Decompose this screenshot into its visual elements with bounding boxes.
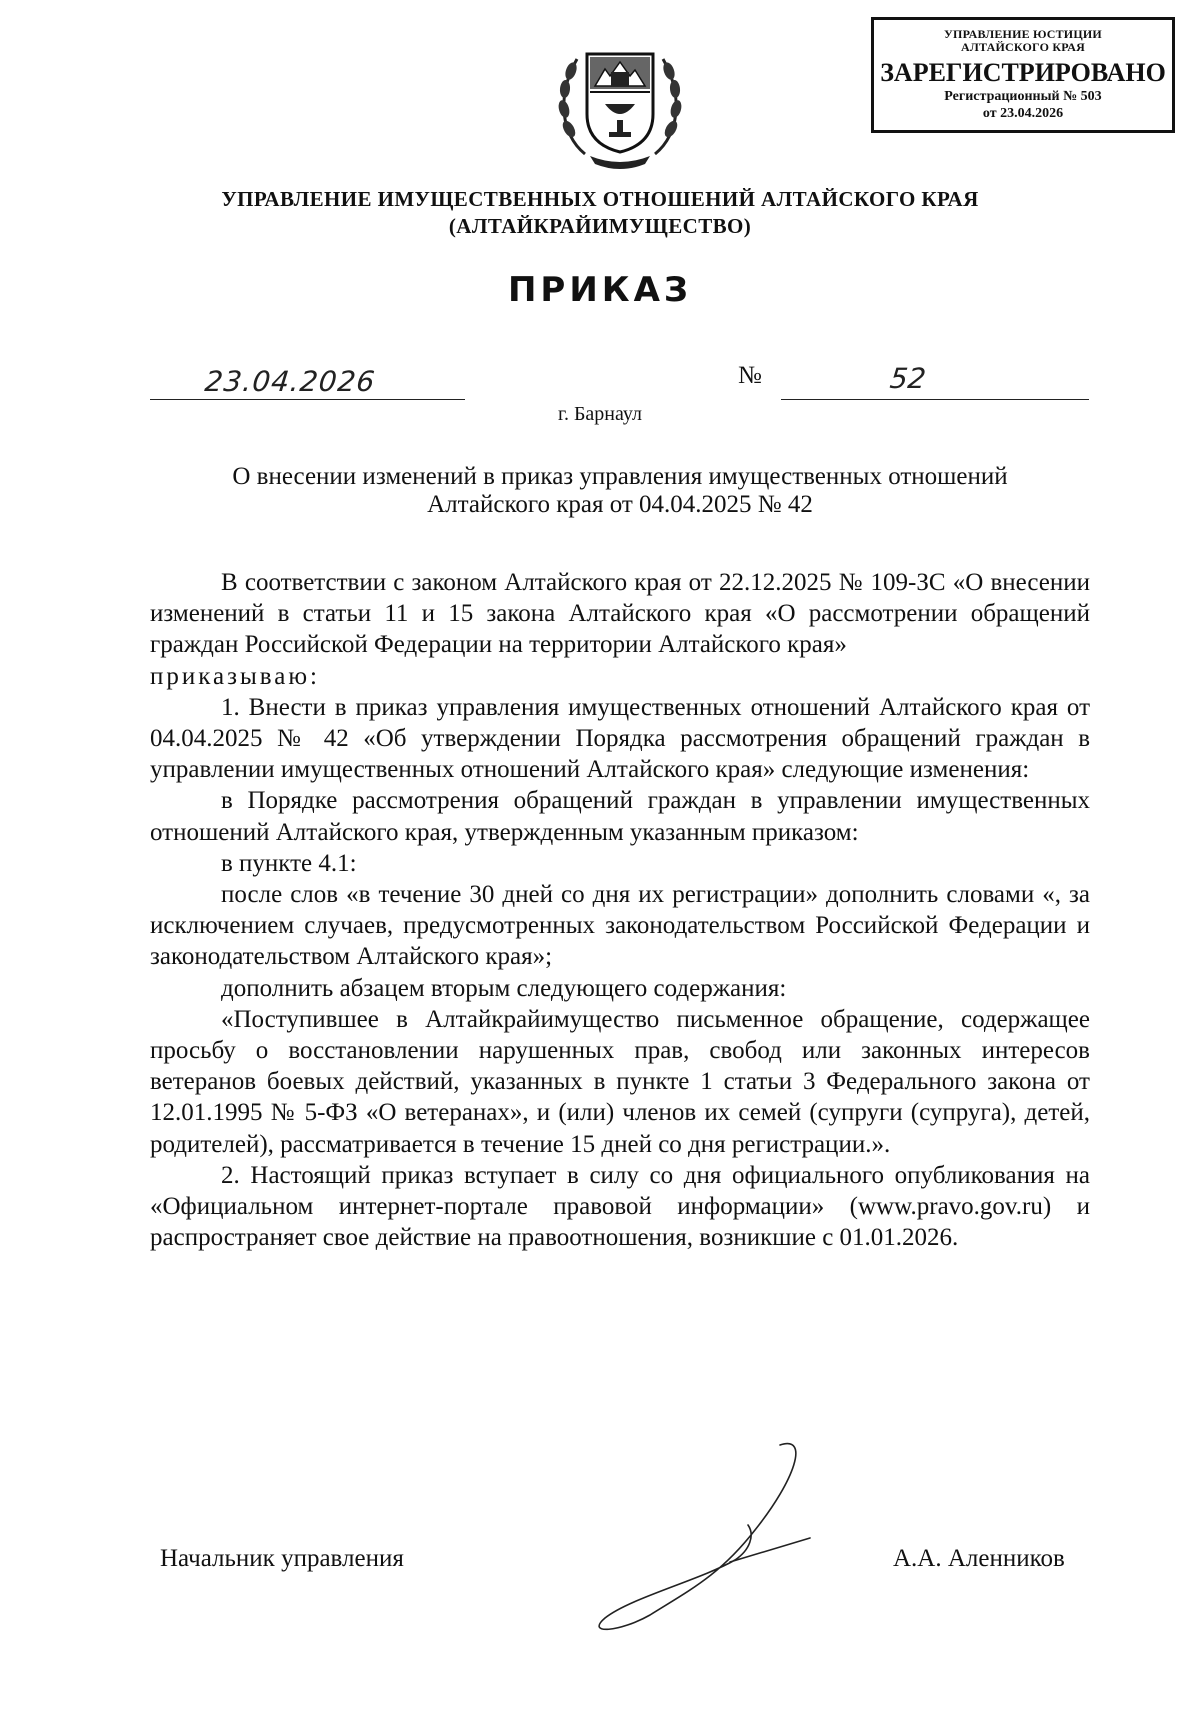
signer-name: А.А. Аленников: [893, 1545, 1065, 1572]
item-2-paragraph: 2. Настоящий приказ вступает в силу со дня официального опубликования на «Официальном интернет-портале правовой информации» (www.pravo.gov.ru) и распространяет свое действие на правоотношения, возникшие с 01.01.2026.: [150, 1161, 1090, 1252]
stamp-org-line2: АЛТАЙСКОГО КРАЯ: [961, 40, 1085, 54]
stamp-org: [874, 28, 1172, 54]
organization-short-name: (АЛТАЙКРАЙИМУЩЕСТВО): [448, 214, 752, 238]
date-underline: [150, 399, 465, 400]
order-body: [150, 567, 1090, 1253]
order-subject: [150, 463, 1090, 519]
order-number-handwritten: 52: [888, 362, 928, 395]
stamp-number: Регистрационный № 503: [944, 89, 1102, 104]
preamble-paragraph: В соответствии с законом Алтайского края от 22.12.2025 № 109-ЗС «О внесении изменений в статьи 11 и 15 закона Алтайского края «О рассмотрении обращений граждан Российской Федерации на территории Алтайского края»: [150, 569, 1090, 659]
number-sign: №: [738, 362, 762, 389]
handwritten-signature: [580, 1440, 870, 1640]
number-underline: [781, 399, 1089, 400]
stamp-date: от 23.04.2026: [982, 106, 1064, 121]
signer-position: Начальник управления: [160, 1545, 404, 1572]
order-verb: приказываю:: [150, 662, 320, 690]
stamp-org-line1: УПРАВЛЕНИЕ ЮСТИЦИИ: [944, 27, 1102, 41]
organization-full-name: УПРАВЛЕНИЕ ИМУЩЕСТВЕННЫХ ОТНОШЕНИЙ АЛТАЙСКОГО КРАЯ: [221, 187, 979, 211]
city: г. Барнаул: [558, 403, 642, 425]
order-date-handwritten: 23.04.2026: [203, 365, 378, 398]
procedure-paragraph: в Порядке рассмотрения обращений граждан в управлении имущественных отношений Алтайского края, утвержденным указанным приказом:: [150, 787, 1090, 846]
amendment-paragraph-1: после слов «в течение 30 дней со дня их регистрации» дополнить словами «, за исключением случаев, предусмотренных законодательством Российской Федерации и законодательством Алтайского края»;: [150, 881, 1090, 971]
amendment-paragraph-2: дополнить абзацем вторым следующего содержания:: [221, 974, 787, 1002]
inserted-text-paragraph: «Поступившее в Алтайкрайимущество письменное обращение, содержащее просьбу о восстановлении нарушенных прав, свобод или законных интересов ветеранов боевых действий, указанных в пункте 1 статьи 3 Федерального закона от 12.01.1995 № 5-ФЗ «О ветеранах», и (или) членов их семей (супруги (супруга), детей, родителей), рассматривается в течение 15 дней со дня регистрации.».: [150, 1005, 1090, 1158]
coat-of-arms-icon: [555, 34, 685, 174]
stamp-status: ЗАРЕГИСТРИРОВАНО: [880, 58, 1166, 87]
clause-reference: в пункте 4.1:: [221, 849, 357, 877]
subject-line-2: Алтайского края от 04.04.2025 № 42: [427, 491, 813, 518]
item-1-paragraph: 1. Внести в приказ управления имущественных отношений Алтайского края от 04.04.2025 № 42 «Об утверждении Порядка рассмотрения обращений граждан в управлении имущественных отношений Алтайского края» следующие изменения:: [150, 693, 1090, 784]
subject-line-1: О внесении изменений в приказ управления имущественных отношений: [232, 463, 1008, 490]
registration-stamp: [871, 17, 1175, 133]
document-title: ПРИКАЗ: [507, 270, 693, 310]
organization-name: [0, 186, 1200, 240]
